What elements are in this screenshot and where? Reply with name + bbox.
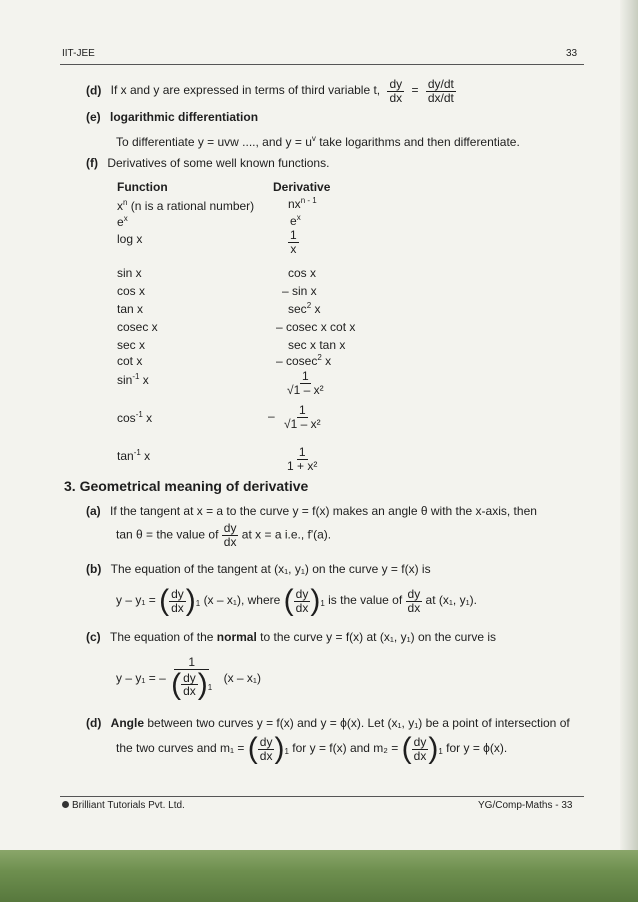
table-row-d <box>290 213 301 228</box>
subscript: 1 <box>195 599 201 609</box>
header-left: IIT-JEE <box>62 48 95 59</box>
subscript: 1 <box>207 682 213 692</box>
func-text: cos <box>117 411 136 425</box>
s3d-label: (d) <box>86 716 102 730</box>
frac-num: dy <box>407 586 421 601</box>
s3c-line1 <box>86 630 496 644</box>
s3c-eq-pre: y – y₁ = – <box>116 670 166 685</box>
deriv-text: sec <box>288 302 307 316</box>
frac-den: √1 – x² <box>284 416 321 431</box>
s3b-post: at (x₁, y₁). <box>425 593 477 608</box>
frac-num: 1 <box>301 369 309 383</box>
deriv-sup: n - 1 <box>300 196 317 205</box>
deriv-rest: x <box>321 354 332 368</box>
func-rest: x <box>139 373 149 387</box>
d-item-line <box>86 78 456 104</box>
s3c-label: (c) <box>86 630 101 644</box>
table-row-f: sin x <box>117 266 142 280</box>
table-row-d: sec x tan x <box>288 338 346 352</box>
s3a-post: at x = a i.e., f'(a). <box>241 527 332 542</box>
s3b-mid2: is the value of <box>328 593 403 608</box>
deriv-text: e <box>290 214 297 228</box>
table-row-f: log x <box>117 232 143 246</box>
s3d-mid: for y = f(x) and m₂ = <box>292 741 399 756</box>
frac-num: dy <box>223 521 237 535</box>
subscript: 1 <box>284 747 289 757</box>
right-paren: ) <box>197 667 208 701</box>
d-item-label: (d) <box>86 83 102 98</box>
table-row-f <box>117 198 254 213</box>
frac-den: dx/dt <box>427 90 454 105</box>
func-sup: -1 <box>135 410 143 419</box>
dydx-frac <box>406 588 423 614</box>
f-item-line <box>86 156 329 170</box>
e-item-text: To differentiate y = uvw ...., and y = u <box>116 135 312 149</box>
right-paren: ) <box>274 732 285 765</box>
left-paren: ( <box>401 732 412 765</box>
s3b-text: The equation of the tangent at (x₁, y₁) on the curve y = f(x) is <box>110 562 431 576</box>
subscript: 1 <box>438 747 443 757</box>
func-text: e <box>117 215 124 229</box>
frac-den: 1 + x² <box>287 458 318 473</box>
frac-num: dy <box>259 734 273 749</box>
table-row-d <box>285 370 326 396</box>
dydx-frac <box>412 736 429 762</box>
frac-den: √1 – x² <box>287 382 324 397</box>
dydx-frac <box>222 522 239 548</box>
s3c-pre: The equation of the <box>110 630 214 644</box>
table-row-d <box>288 196 317 211</box>
deriv-sup: x <box>296 213 301 222</box>
deriv-sup: 2 <box>317 353 322 362</box>
deriv-frac <box>282 404 323 430</box>
left-paren: ( <box>171 667 182 701</box>
func-rest: (n is a rational number) <box>127 199 255 213</box>
footer-right: YG/Comp-Maths - 33 <box>478 800 573 811</box>
table-row-f: cosec x <box>117 320 158 334</box>
deriv-frac <box>285 446 319 472</box>
dydx-frac <box>294 588 311 614</box>
d-item-frac2 <box>426 78 456 104</box>
table-row-d: cos x <box>288 266 317 280</box>
s3b-eq <box>116 586 477 616</box>
right-paren: ) <box>185 584 196 617</box>
table-row-d <box>288 229 299 255</box>
frac-den: dx <box>171 600 184 615</box>
deriv-minus: – <box>268 409 275 424</box>
table-col-derivative: Derivative <box>273 180 331 194</box>
frac-num: dy/dt <box>427 77 454 91</box>
frac-num: dy <box>295 586 309 601</box>
left-paren: ( <box>159 584 170 617</box>
e-item-label: (e) <box>86 110 101 124</box>
frac-den: dx <box>183 684 196 699</box>
header-rule <box>60 64 584 65</box>
section-title: 3. Geometrical meaning of derivative <box>64 478 309 494</box>
table-row-f: cos x <box>117 284 146 298</box>
frac-den: dx <box>295 600 309 615</box>
table-row-f <box>117 410 152 425</box>
frac-den: dx <box>259 748 273 763</box>
deriv-sup: 2 <box>306 301 312 310</box>
frac-den: x <box>290 241 297 256</box>
frac-den: dx <box>413 748 427 763</box>
equals-sign: = <box>411 83 419 98</box>
e-item-title: logarithmic differentiation <box>110 110 259 124</box>
frac-num: 1 <box>298 445 306 459</box>
s3b-label: (b) <box>86 562 102 576</box>
bottom-band <box>0 850 638 902</box>
func-sup: -1 <box>132 372 140 381</box>
s3a-text: If the tangent at x = a to the curve y = f(x) makes an angle θ with the x-axis, then <box>110 504 537 518</box>
frac-den: dx <box>223 534 237 549</box>
footer-left <box>62 800 185 811</box>
s3c-eq-post: (x – x₁) <box>223 670 261 685</box>
s3d-post: for y = ϕ(x). <box>446 741 508 756</box>
d-item-text: If x and y are expressed in terms of third variable t, <box>110 83 381 98</box>
e-item-sup: v <box>311 134 316 143</box>
s3d-bold: Angle <box>110 716 145 730</box>
left-paren: ( <box>247 732 258 765</box>
deriv-frac <box>288 229 299 255</box>
f-item-text: Derivatives of some well known functions. <box>107 156 330 170</box>
frac-num: dy <box>171 586 184 601</box>
s3c-post: to the curve y = f(x) at (x₁, y₁) on the curve is <box>260 630 496 644</box>
func-sup: -1 <box>133 448 141 457</box>
s3a-line1 <box>86 504 537 518</box>
s3a-line2 <box>116 522 331 548</box>
func-text: tan <box>117 449 134 463</box>
s3d-line1 <box>86 716 570 730</box>
scan-edge <box>620 0 638 902</box>
e-item-text-line <box>116 134 520 149</box>
frac-den <box>169 667 214 701</box>
d-item-frac <box>387 78 404 104</box>
frac-den: dx <box>389 90 403 105</box>
dydx-frac <box>169 588 186 614</box>
f-item-label: (f) <box>86 156 98 170</box>
func-text: x <box>117 199 123 213</box>
s3b-line1 <box>86 562 431 576</box>
subscript: 1 <box>320 599 325 609</box>
footer-rule <box>60 796 584 797</box>
table-row-d: – cosec x cot x <box>276 320 356 334</box>
s3d-text: between two curves y = f(x) and y = ϕ(x). Let (x₁, y₁) be a point of intersection of <box>147 716 570 730</box>
func-sup: x <box>123 214 128 223</box>
table-row-d <box>288 301 320 316</box>
dydx-frac <box>258 736 275 762</box>
func-text: sin <box>117 373 133 387</box>
frac-num: dy <box>183 670 196 685</box>
s3c-bold: normal <box>216 630 257 644</box>
deriv-text: nx <box>288 197 301 211</box>
bullet-icon <box>62 801 69 808</box>
header-right: 33 <box>566 48 578 59</box>
s3a-pre: tan θ = the value of <box>116 527 219 542</box>
right-paren: ) <box>428 732 439 765</box>
e-item-line <box>86 110 258 124</box>
s3c-eq <box>116 656 261 700</box>
frac-num: dy <box>413 734 427 749</box>
deriv-rest: x <box>311 302 321 316</box>
table-row-d: – sin x <box>282 284 317 298</box>
frac-num: 1 <box>290 228 297 242</box>
func-sup: n <box>123 198 128 207</box>
right-paren: ) <box>310 584 321 617</box>
table-row-f: sec x <box>117 338 146 352</box>
normal-frac <box>169 656 214 700</box>
left-paren: ( <box>283 584 294 617</box>
func-rest: x <box>142 411 153 425</box>
func-rest: x <box>140 449 151 463</box>
table-col-function: Function <box>117 180 168 194</box>
frac-num: 1 <box>174 656 209 670</box>
s3a-label: (a) <box>86 504 101 518</box>
table-row-f: tan x <box>117 302 144 316</box>
s3d-line2 <box>116 734 507 764</box>
frac-den: dx <box>407 600 421 615</box>
deriv-frac <box>285 370 326 396</box>
table-row-d <box>268 404 323 430</box>
s3d-pre: the two curves and m₁ = <box>116 741 245 756</box>
s3b-mid: (x – x₁), where <box>203 593 281 608</box>
e-item-text-end: take logarithms and then differentiate. <box>315 135 520 149</box>
table-row-f <box>117 372 149 387</box>
deriv-text: – cosec <box>276 354 318 368</box>
table-row-f: cot x <box>117 354 143 368</box>
frac-num: 1 <box>298 403 306 417</box>
frac-num: dy <box>389 77 403 91</box>
table-row-f <box>117 214 128 229</box>
table-row-d <box>276 353 331 368</box>
s3b-pre: y – y₁ = <box>116 593 156 608</box>
footer-publisher: Brilliant Tutorials Pvt. Ltd. <box>72 800 185 811</box>
dydx-frac <box>181 672 198 698</box>
table-row-f <box>117 448 150 463</box>
table-row-d <box>285 446 319 472</box>
